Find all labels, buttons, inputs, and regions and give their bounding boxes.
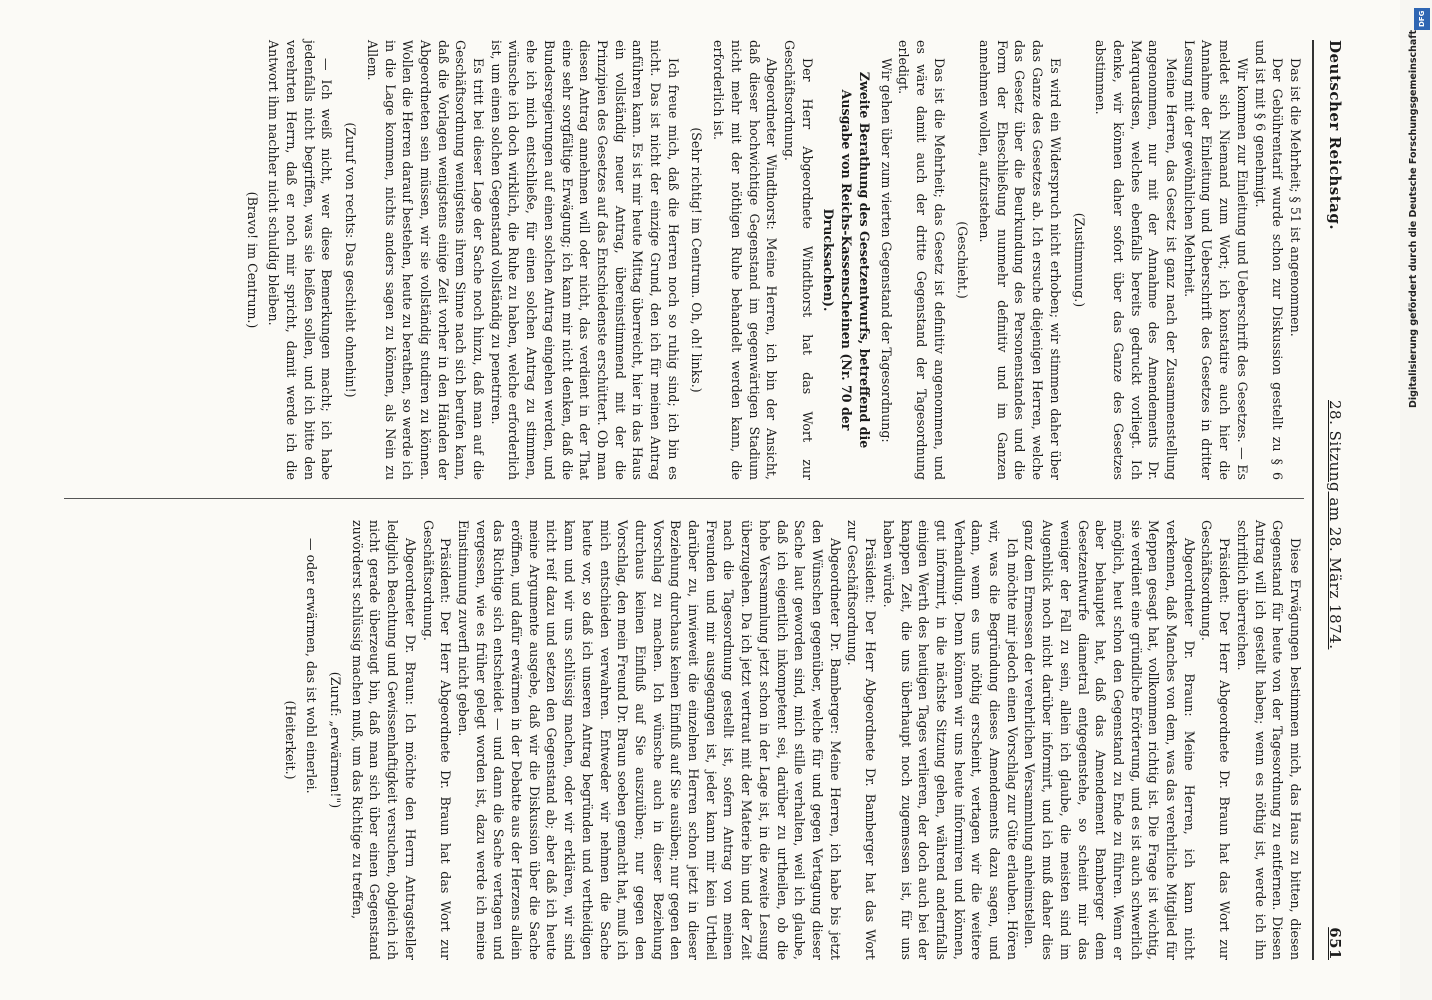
right-column (275, 520, 1304, 960)
paragraph: Der Gebührentarif wurde schon zur Diskussion gestellt zu § 6 und ist mit § 6 genehmigt. (1252, 40, 1286, 480)
agenda-heading: Zweite Berathung des Gesetzentwurfs, betreffend die Ausgabe von Reichs-Kassenscheinen (Nr. 70 der Drucksachen). (821, 71, 872, 449)
stage-direction: (Sehr richtig! im Centrum. Oh, oh! links.) (689, 127, 705, 393)
stage-direction: (Geschieht.) (955, 221, 971, 299)
paragraph: Der Herr Abgeordnete Windthorst hat das Wort zur Geschäftsordnung. (782, 40, 815, 480)
paragraph: Abgeordneter Dr. Braun: Ich möchte den Herrn Antragsteller lediglich Beachtung und Gewissenhaftigkeit versuchen, obgleich ich nicht gerade überzeugt bin, daß man sich über einen Gegenstand zuvörderst schlüssig machen muß, um das Richtige zu treffen, (349, 520, 418, 960)
paragraph: Präsident: Der Herr Abgeordnete Dr. Bamberger hat das Wort zur Geschäftsordnung. (845, 520, 879, 960)
stage-direction: (Zuruf: „erwärmen!") (328, 671, 344, 809)
page-header (1318, 40, 1350, 960)
paragraph: Ich freue mich, daß die Herren noch so ruhig sind; ich bin es nicht. Das ist nicht der einzige Grund, den ich für meinen Antrag anführen kann. Es ist mir heute Mittag überreicht, hier in das Haus ein vollständig neuer Antrag, übereinstimmend mit der die Prinzipien des Gesetzes auf das Entschiedenste erschüttert. Ob man diesen Antrag annehmen will oder nicht, das verdient in der That eine sehr sorgfältige Erwägung; ich kann mir nicht denken, daß die Bundesregierungen auf einen solchen Antrag eingehen werden, und ehe ich mich entschließe, für einen solchen Antrag zu stimmen, wünsche ich doch wirklich, die Ruhe zu haben, welche erforderlich ist, um einen solchen Gegenstand vollständig zu penetriren. (488, 40, 681, 480)
dfg-logo: DFG (1414, 8, 1430, 30)
paragraph: Wir kommen zur Einleitung und Ueberschrift des Gesetzes. — Es meldet sich Niemand zum Wort; ich konstatire auch hier die Annahme der Einleitung und Ueberschrift des Gesetzes in dritter Lesung mit der gewöhnlichen Mehrheit. (1181, 40, 1250, 480)
journal-title: Deutscher Reichstag. (1326, 40, 1344, 231)
paragraph: Abgeordneter Windthorst: Meine Herren, ich bin der Ansicht, daß dieser hochwichtige Gegenstand im gegenwärtigen Stadium nicht mehr mit der nöthigen Ruhe behandelt werden kann, die erforderlich ist. (711, 40, 780, 480)
left-column (237, 40, 1304, 480)
paragraph: Ich möchte mir jedoch einen Vorschlag zur Güte erlauben. Hören wir, was die Begründung dieses Amendements dazu sagen, und dann, wenn es uns nöthig erscheint, vertagen wir die weitere Verhandlung. Denn können wir uns heute informiren und können, gut informirt, in die nächste Sitzung gehen, während andernfalls einigen Werth des heutigen Tages verlieren, der doch auch bei der knappen Zeit, die uns überhaupt noch zugemessen ist, für uns haben würde. (880, 520, 1020, 960)
paragraph: Diese Erwägungen bestimmen mich, das Haus zu bitten, diesen Gegenstand für heute von der Tagesordnung zu entfernen. Diesen Antrag will ich gestellt haben; wenn es nöthig ist, werde ich ihn schriftlich überreichen. (1234, 520, 1303, 960)
paragraph: Präsident: Der Herr Abgeordnete Dr. Braun hat das Wort zur Geschäftsordnung. (1199, 520, 1233, 960)
stage-direction: (Zustimmung.) (1071, 212, 1087, 308)
paragraph: Präsident: Der Herr Abgeordnete Dr. Braun hat das Wort zur Geschäftsordnung. (420, 520, 454, 960)
paragraph: Es tritt bei dieser Lage der Sache noch hinzu, daß man auf die Geschäftsordnung wenigstens ihrem Sinne nach sich berufen kann, daß die Vorlagen wenigstens einige Zeit vorher in den Händen der Abgeordneten sein müssen, wir sie vollständig studiren zu können. Wollen die Herren darauf bestehen, heute zu berathen, so werde ich in die Lage kommen, nichts anders sagen zu können, als Nein zu Allem. (364, 40, 487, 480)
paragraph: Das ist die Mehrheit; das Gesetz ist definitiv angenommen, und es wäre damit auch der dritte Gegenstand der Tagesordnung erledigt. (896, 40, 947, 480)
header-rule (1312, 40, 1314, 960)
paragraph: Das ist die Mehrheit; § 51 ist angenommen. (1288, 58, 1303, 337)
digitization-note (1396, 0, 1432, 1000)
column-divider (64, 498, 1304, 499)
funding-notice: Digitalisierung gefördert durch die Deutsche Forschungsgemeinschaft (1408, 30, 1419, 408)
stage-direction: (Bravo! im Centrum.) (244, 191, 260, 329)
paragraph: Wir gehen über zum vierten Gegenstand der Tagesordnung: (878, 58, 894, 443)
stage-direction: (Heiterkeit.) (282, 700, 298, 780)
session-date: 28. Sitzung am 28. März 1874. (1326, 400, 1344, 650)
paragraph: Es wird ein Widerspruch nicht erhoben; wir stimmen daher über das Ganze des Gesetzes ab. Ich ersuche diejenigen Herren, welche das Gesetz über die Beurkundung des Personenstandes und die Form der Eheschließung nunmehr definitiv und im Ganzen annehmen wollen, aufzustehen. (977, 40, 1063, 480)
paragraph: Abgeordneter Dr. Bamberger: Meine Herren, ich habe bis jetzt den Wünschen gegenüber, welche für und gegen Vertagung dieser Sache laut geworden sind, mich stille verhalten, weil ich glaube, daß ich eigentlich inkompetent sei, darüber zu urtheilen, ob die hohe Versammlung jetzt schon in der Lage ist, in die zweite Lesung überzugehen. Da ich jetzt vertraut mit der Materie bin und der Zeit nach die Tagesordnung gestellt ist, sofern Antrag von meinen Freunden und mir ausgegangen ist, jeder kann mir kein Urtheil darüber zu, inwieweit die einzelnen Herren schon jetzt in dieser Beziehung durchaus keinen Einfluß auf Sie ausüben; nur gegen den Vorschlag zu machen. Ich wünsche auch in dieser Beziehung durchaus keinen Einfluß auf Sie auszuüben; nur gegen den Vorschlag, den mein Freund Dr. Braun soeben gemacht hat, muß ich mich entschieden verwahren. Entweder wir nehmen die Sache heute vor, so daß ich unseren Antrag begründen und vertheidigen kann und wir uns schlüssig machen, oder wir erklären, wir sind nicht reif dazu und setzen den Gegenstand ab; aber daß ich heute meine Argumente ausgebe, daß wir die Diskussion über die Sache eröffnen, und dafür erwärmen in der Debatte aus der Herzens allein das Richtige sich entscheidet — und dann die Sache vertagen und vergessen, wie es früher gelegt worden ist, dazu werde ich meine Einstimmung zuverfl nicht geben. (455, 520, 843, 960)
page-number: 651 (1326, 927, 1344, 960)
stage-direction: (Zuruf von rechts: Das geschieht ohnehin!) (343, 122, 359, 398)
paragraph: Meine Herren, das Gesetz ist ganz nach der Zusammenstellung angenommen, nur mit der Annahme des Amendements Dr. Marquardsen, welches ebenfalls bereits gedruckt vorliegt. Ich denke, wir können daher sofort über das Ganze des Gesetzes abstimmen. (1093, 40, 1180, 480)
paragraph: — oder erwärmen, das ist wohl einerlei. (304, 538, 320, 794)
paragraph: Abgeordneter Dr. Braun: Meine Herren, ich kann nicht verkennen, daß Manches von dem, was das verehrliche Mitglied für Meppen gesagt hat, vollkommen richtig ist. Die Frage ist wichtig, sie verdient eine gründliche Erörterung, und es ist auch schwerlich möglich, heut schon den Gegenstand zu Ende zu führen. Wenn er aber behauptet hat, daß das Amendement Bamberger dem Gesetzentwurfe diametral entgegenstehe, so scheint mir das weniger der Fall zu sein, allein ich glaube, die meisten sind im Augenblick noch nicht darüber informirt, und ich muß daher dies ganz dem Ermessen der verehrlichen Versammlung anheimstellen. (1022, 520, 1197, 960)
paragraph: — Ich weiß nicht, wer diese Bemerkungen macht; ich habe jedenfalls nicht begriffen, was sie heißen sollen, und ich bitte den verehrten Herrn, daß er noch mir spricht, damit werde ich die Antwort ihm nachher nicht schuldig bleiben. (266, 40, 335, 480)
